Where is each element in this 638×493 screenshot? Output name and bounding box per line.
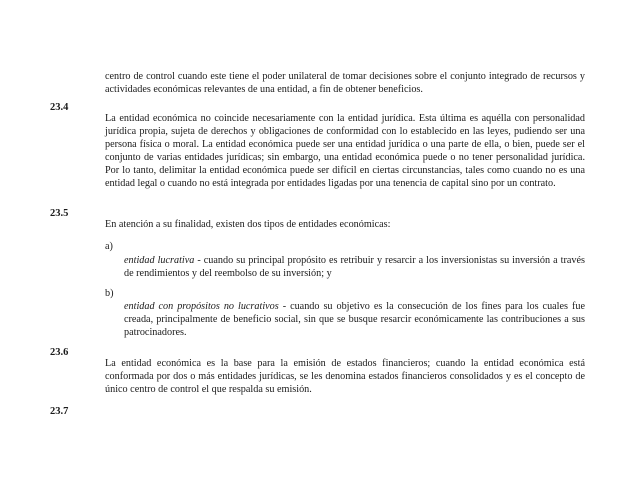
list-item-b-term: entidad con propósitos no lucrativos bbox=[124, 301, 279, 312]
list-letter-b: b) bbox=[105, 288, 114, 299]
section-number-23-6: 23.6 bbox=[50, 347, 69, 358]
list-item-a-text: - cuando su principal propósito es retribuir y resarcir a los inversionistas su inversión a través de rendimientos y del reembolso de su inversión; y bbox=[124, 255, 585, 279]
list-item-a-term: entidad lucrativa bbox=[124, 255, 195, 266]
section-number-23-7: 23.7 bbox=[50, 406, 69, 417]
paragraph-23-5: En atención a su finalidad, existen dos tipos de entidades económicas: bbox=[105, 219, 391, 230]
list-item-b bbox=[124, 300, 585, 339]
paragraph-23-4: La entidad económica no coincide necesariamente con la entidad jurídica. Esta última es aquélla con personalidad jurídica propia, sujeta de derechos y obligaciones de conformidad con lo establecido en las leyes, pudiendo ser una persona física o moral. La entidad económica puede ser una entidad jurídica o una parte de ella, o bien, puede ser el conjunto de varias entidades jurídicas; sin embargo, una entidad económica puede o no tener personalidad jurídica. Por lo tanto, delimitar la entidad económica puede ser difícil en ciertas circunstancias, tales como cuando no es una entidad legal o cuando no está integrada por entidades ligadas por una tenencia de capital sino por un contrato. bbox=[105, 113, 585, 189]
list-letter-a: a) bbox=[105, 241, 113, 252]
section-number-23-5: 23.5 bbox=[50, 208, 69, 219]
paragraph-intro: centro de control cuando este tiene el poder unilateral de tomar decisiones sobre el conjunto integrado de recursos y actividades económicas relevantes de una entidad, a fin de obtener beneficios. bbox=[105, 71, 585, 95]
section-number-23-4: 23.4 bbox=[50, 102, 69, 113]
list-item-a bbox=[124, 254, 585, 280]
paragraph-23-6: La entidad económica es la base para la emisión de estados financieros; cuando la entidad económica está conformada por dos o más entidades jurídicas, se les denomina estados financieros consolidados y es el concepto de único centro de control el que respalda su emisión. bbox=[105, 358, 585, 395]
list-item-b-text: - cuando su objetivo es la consecución de los fines para los cuales fue creada, principalmente de beneficio social, sin que se busque resarcir económicamente las contribuciones a sus patrocinadores. bbox=[124, 301, 585, 338]
